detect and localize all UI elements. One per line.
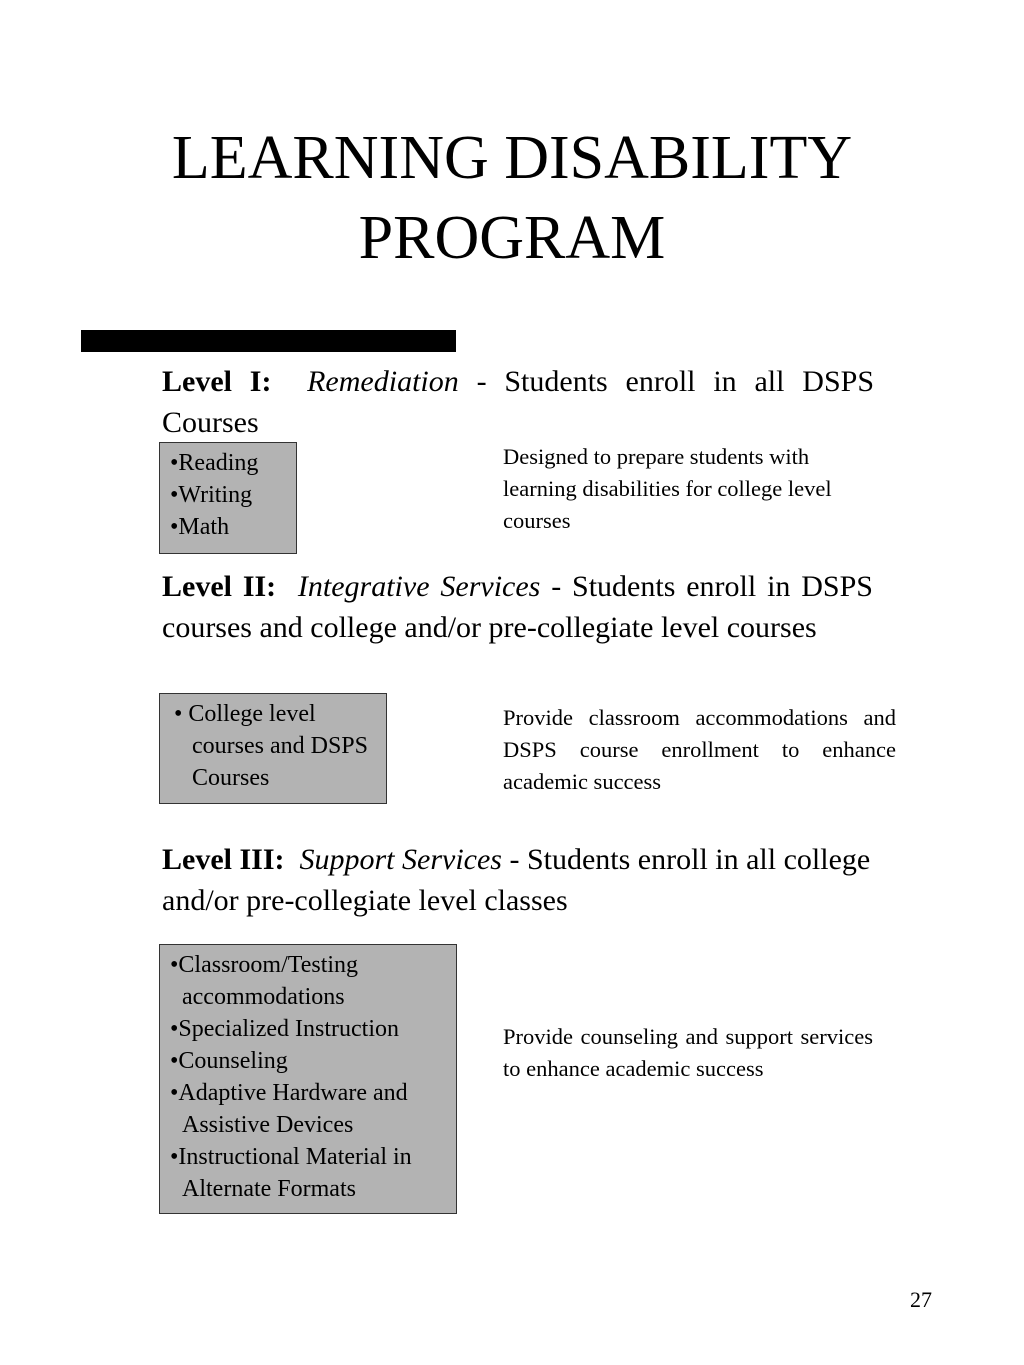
level-1-text: - Students enroll in all DSPS Courses [162,365,875,439]
level-3-label: Level III: [162,843,285,876]
level-1-heading [162,361,874,443]
level-3-name: Support Services [299,843,502,876]
level-1-label: Level I: [162,365,272,398]
level-2-box [159,693,387,804]
level-3-item-instruction: •Specialized Instruction [170,1016,399,1042]
title-divider-bar [81,330,456,352]
level-1-item-reading: •Reading [170,450,259,476]
page-title [0,118,1024,278]
level-2-item-college-courses: • College level courses and DSPS Courses [174,701,369,791]
level-3-text: - Students enroll in all college and/or pre-collegiate level classes [162,843,871,917]
title-line-2: PROGRAM [358,204,666,272]
level-1-item-writing: •Writing [170,482,253,508]
level-2-name: Integrative Services [297,570,541,603]
level-2-description: Provide classroom accommodations and DSPS course enrollment to enhance academic success [503,705,896,794]
level-1-item-math: •Math [170,514,230,540]
level-1-box [159,442,297,554]
level-3-item-materials: •Instructional Material in Alternate Formats [170,1144,412,1202]
title-line-1: LEARNING DISABILITY [171,124,853,192]
level-1-name: Remediation [307,365,459,398]
level-3-heading [162,839,877,921]
level-2-label: Level II: [162,570,277,603]
level-2-heading [162,566,873,648]
page-number: 27 [910,1287,932,1312]
level-3-item-testing: •Classroom/Testing accommodations [170,952,359,1010]
level-2-text: - Students enroll in DSPS courses and college and/or pre-collegiate level courses [162,570,873,644]
level-3-item-counseling: •Counseling [170,1048,288,1074]
level-3-description: Provide counseling and support services to enhance academic success [503,1024,873,1081]
level-1-description: Designed to prepare students with learning disabilities for college level courses [503,444,832,533]
level-3-item-hardware: •Adaptive Hardware and Assistive Devices [170,1080,408,1138]
level-3-box [159,944,457,1214]
